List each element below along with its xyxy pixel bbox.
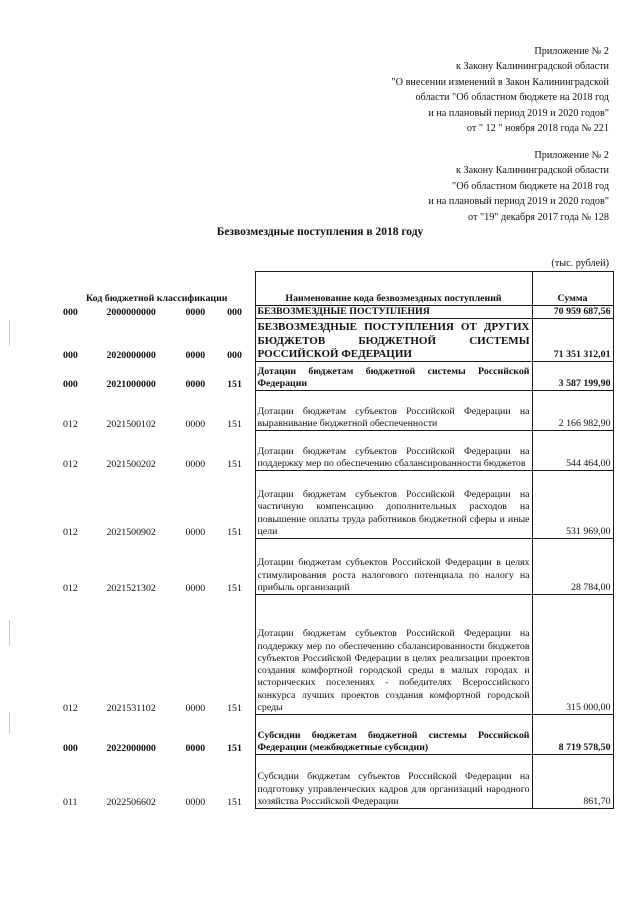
table-row	[59, 306, 613, 319]
row-name: Субсидии бюджетам бюджетной системы Российской Федерации (межбюджетные субсидии)	[255, 715, 532, 755]
header-line: Приложение № 2	[534, 46, 609, 57]
code-econ: 000	[227, 349, 242, 361]
code-econ: 151	[227, 702, 242, 714]
document-title: Безвозмездные поступления в 2018 году	[216, 226, 424, 238]
table-row	[59, 319, 613, 362]
row-name: Субсидии бюджетам субъектов Российской Федерации на подготовку управленческих кадров для организаций народного хозяйства Российской Федерации	[255, 755, 532, 809]
code-program: 0000	[185, 526, 206, 538]
row-sum: 8 719 578,50	[532, 715, 613, 755]
row-sum: 28 784,00	[532, 539, 613, 595]
header-line: к Закону Калининградской области	[456, 61, 609, 73]
table-row	[59, 755, 613, 809]
code-program: 0000	[185, 349, 206, 361]
code-econ: 000	[227, 306, 242, 318]
row-sum: 3 587 199,90	[532, 362, 613, 391]
header-line: области "Об областном бюджете на 2018 год	[415, 92, 609, 104]
row-name: Дотации бюджетам бюджетной системы Российской Федерации	[255, 362, 532, 391]
row-sum: 70 959 687,56	[532, 306, 613, 319]
table-row	[59, 595, 613, 715]
table-row	[59, 715, 613, 755]
code-type: 2021531102	[106, 702, 156, 714]
code-admin: 012	[63, 458, 78, 470]
header-code: Код бюджетной классификации	[86, 293, 228, 305]
header-line: от "19" декабря 2017 года № 128	[468, 211, 609, 223]
margin-mark	[9, 620, 10, 646]
header-line: от " 12 " ноября 2018 года № 221	[466, 123, 609, 135]
header-line: и на плановый период 2019 и 2020 годов"	[428, 196, 609, 208]
row-sum: 315 000,00	[532, 595, 613, 715]
code-type: 2022000000	[106, 742, 156, 754]
code-econ: 151	[227, 418, 242, 430]
code-type: 2021500202	[106, 458, 156, 470]
header-line: Приложение № 2	[534, 150, 609, 161]
code-admin: 000	[63, 349, 78, 361]
original-header	[428, 148, 609, 225]
header-line: "Об областном бюджете на 2018 год	[452, 180, 609, 192]
header-line: "О внесении изменений в Закон Калининградской	[391, 76, 609, 88]
row-sum: 531 969,00	[532, 471, 613, 539]
code-admin: 012	[63, 526, 78, 538]
revenue-table	[59, 271, 614, 809]
header-name: Наименование кода безвозмездных поступлений	[255, 272, 532, 306]
row-sum: 71 351 312,01	[532, 319, 613, 362]
table-row	[59, 391, 613, 431]
code-type: 2021521302	[106, 582, 156, 594]
margin-mark	[9, 320, 10, 346]
table-row	[59, 539, 613, 595]
code-type: 2022506602	[106, 796, 156, 808]
row-name: Дотации бюджетам субъектов Российской Федерации в целях стимулирования роста налогового потенциала по налогу на прибыль организаций	[255, 539, 532, 595]
code-type: 2000000000	[106, 306, 156, 318]
code-program: 0000	[185, 418, 206, 430]
row-sum: 2 166 982,90	[532, 391, 613, 431]
unit-label: (тыс. рублей)	[551, 258, 609, 269]
code-admin: 012	[63, 418, 78, 430]
code-type: 2020000000	[106, 349, 156, 361]
code-econ: 151	[227, 796, 242, 808]
header-line: и на плановый период 2019 и 2020 годов"	[428, 107, 609, 119]
code-econ: 151	[227, 378, 242, 390]
code-program: 0000	[185, 796, 206, 808]
header-line: к Закону Калининградской области	[456, 165, 609, 177]
amendment-header	[392, 44, 610, 136]
code-program: 0000	[185, 742, 206, 754]
table-row	[59, 431, 613, 471]
code-admin: 012	[63, 582, 78, 594]
code-type: 2021000000	[106, 378, 156, 390]
code-type: 2021500102	[106, 418, 156, 430]
row-sum: 861,70	[532, 755, 613, 809]
code-admin: 011	[63, 796, 78, 808]
row-name: БЕЗВОЗМЕЗДНЫЕ ПОСТУПЛЕНИЯ ОТ ДРУГИХ БЮДЖЕТОВ БЮДЖЕТНОЙ СИСТЕМЫ РОССИЙСКОЙ ФЕДЕРАЦИИ	[255, 319, 532, 362]
row-sum: 544 464,00	[532, 431, 613, 471]
code-program: 0000	[185, 378, 206, 390]
code-admin: 012	[63, 702, 78, 714]
code-program: 0000	[185, 582, 206, 594]
code-admin: 000	[63, 742, 78, 754]
code-program: 0000	[185, 458, 206, 470]
row-name: Дотации бюджетам субъектов Российской Федерации на частичную компенсацию дополнительных расходов на повышение оплаты труда работников бюджетной сферы и иные цели	[255, 471, 532, 539]
table-header-row	[59, 272, 613, 306]
code-admin: 000	[63, 306, 78, 318]
code-program: 0000	[185, 306, 206, 318]
row-name: Дотации бюджетам субъектов Российской Федерации на поддержку мер по обеспечению сбалансированности бюджетов субъектов Российской Федерации в целях реализации проектов создания комфортной городской среды в малых городах и исторических поселениях - победителях Всероссийского конкурса лучших проектов создания комфортной городской среды	[255, 595, 532, 715]
code-econ: 151	[227, 582, 242, 594]
margin-mark	[9, 712, 10, 734]
code-econ: 151	[227, 526, 242, 538]
code-econ: 151	[227, 458, 242, 470]
header-sum: Сумма	[532, 272, 613, 306]
table-row	[59, 362, 613, 391]
row-name: Дотации бюджетам субъектов Российской Федерации на выравнивание бюджетной обеспеченности	[255, 391, 532, 431]
row-name: БЕЗВОЗМЕЗДНЫЕ ПОСТУПЛЕНИЯ	[255, 306, 532, 319]
table-row	[59, 471, 613, 539]
code-program: 0000	[185, 702, 206, 714]
code-econ: 151	[227, 742, 242, 754]
row-name: Дотации бюджетам субъектов Российской Федерации на поддержку мер по обеспечению сбалансированности бюджетов	[255, 431, 532, 471]
code-admin: 000	[63, 378, 78, 390]
code-type: 2021500902	[106, 526, 156, 538]
